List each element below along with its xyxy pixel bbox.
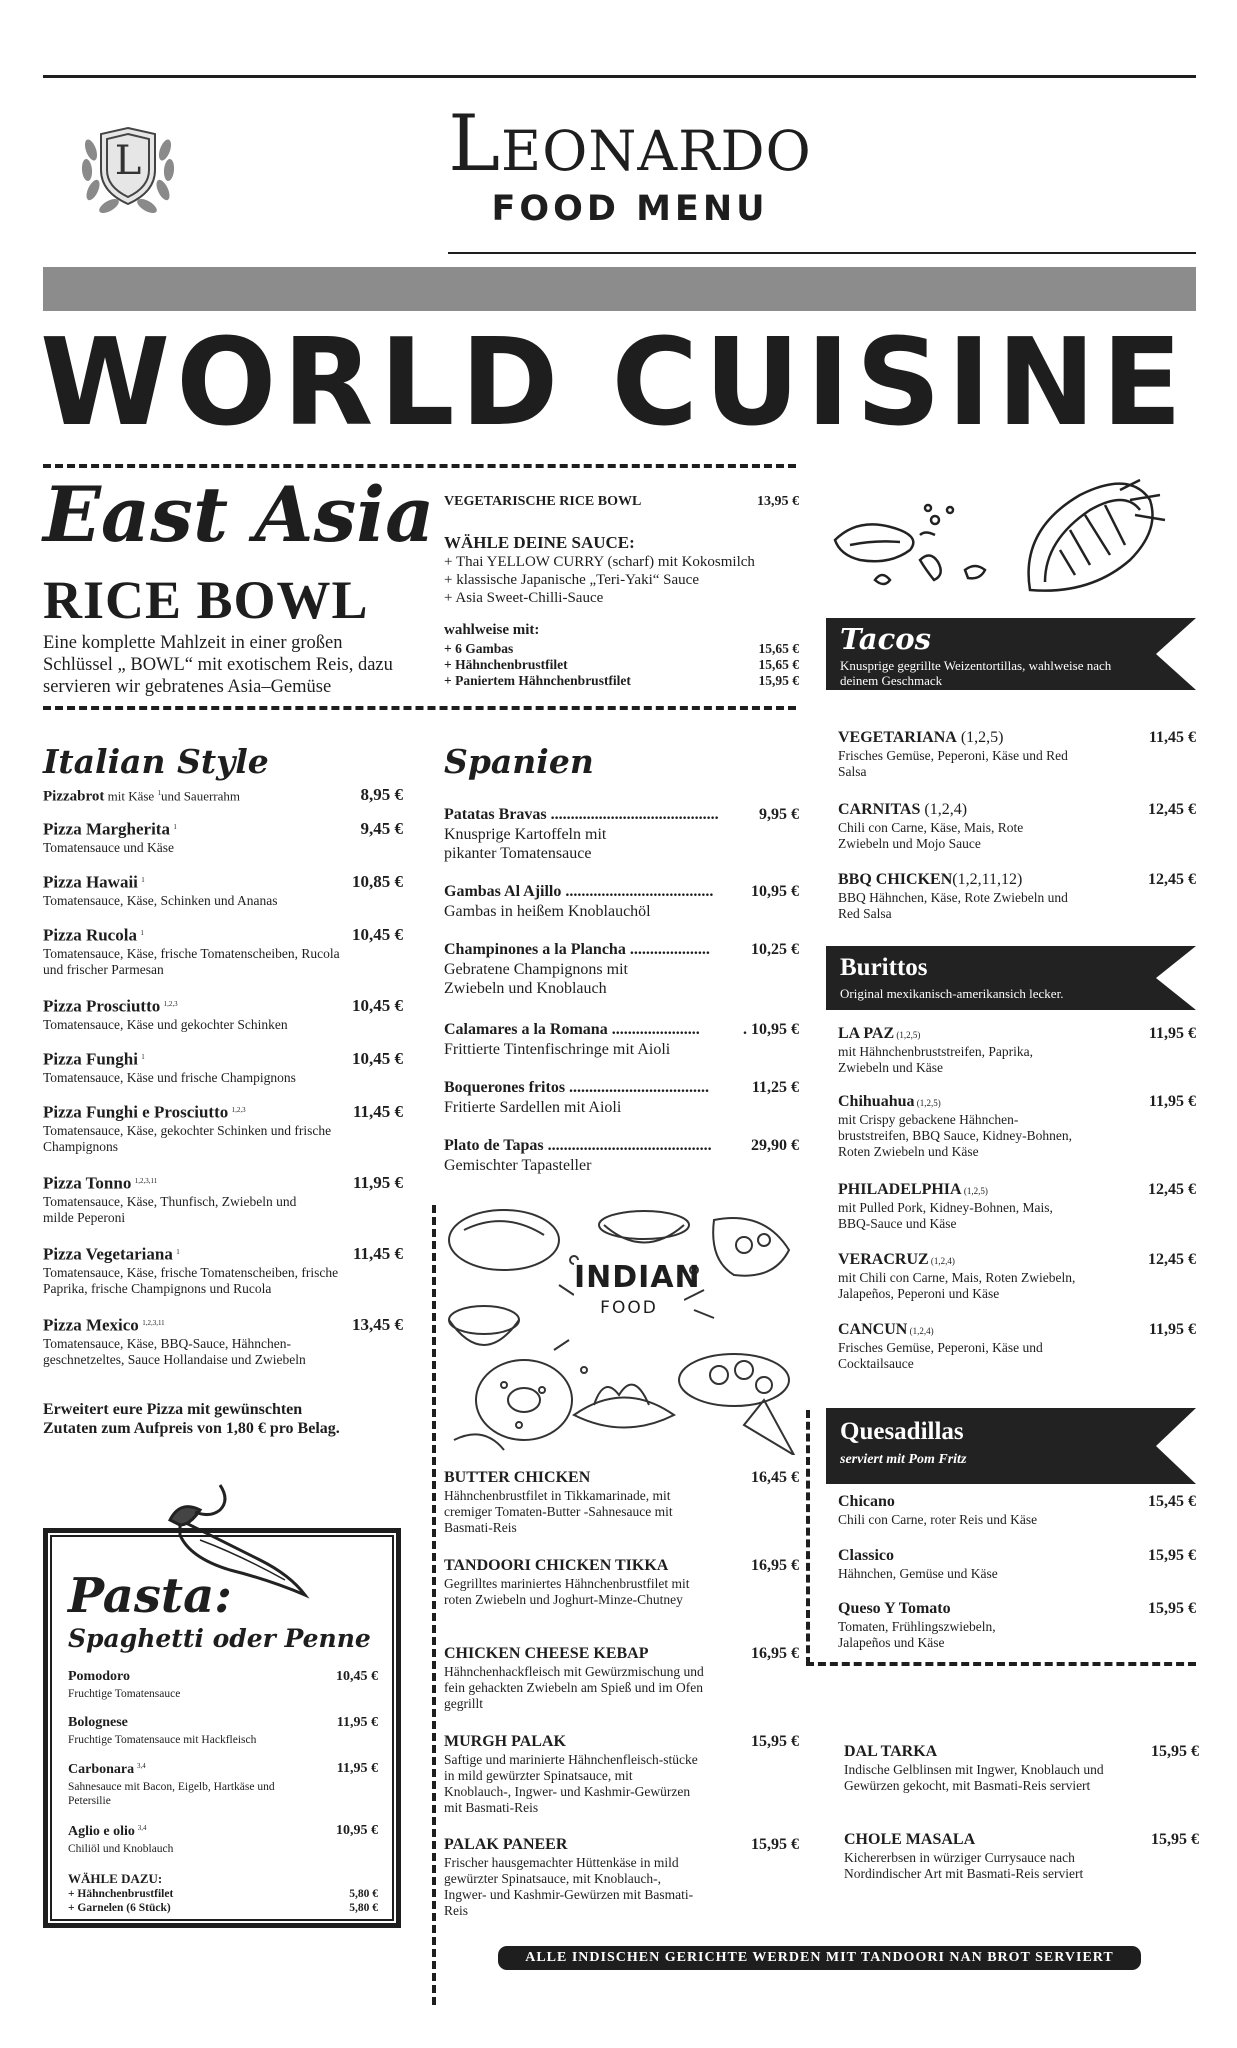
item-name-suffix: und Sauerrahm: [160, 788, 241, 804]
dot-leader: ......................: [607, 1021, 700, 1038]
item-name: Champinones a la Plancha: [444, 941, 626, 958]
extra-name: + Garnelen (6 Stück): [68, 1902, 171, 1914]
menu-item: [844, 1742, 1199, 1830]
item-price: 12,45 €: [1148, 1251, 1196, 1268]
east-asia-title: East Asia: [43, 470, 435, 559]
item-description: Hähnchenbrustfilet in Tikkamarinade, mit cremiger Tomaten-Butter -Sahnesauce mit Basmati-Reis: [444, 1488, 673, 1535]
item-price: 10,95 €: [751, 883, 799, 900]
allergen-codes: 1: [176, 1248, 180, 1256]
item-description: Fritierte Sardellen mit Aioli: [444, 1099, 622, 1116]
menu-item: [838, 1024, 1196, 1092]
item-name: Pizzabrot: [43, 788, 105, 805]
taco-illustration: [830, 470, 1180, 610]
item-price: 11,95 €: [336, 1761, 378, 1776]
sauce-option: + klassische Japanische „Teri-Yaki“ Sauce: [444, 572, 699, 588]
item-price: 15,95 €: [751, 1733, 799, 1750]
item-name: Pomodoro: [68, 1669, 130, 1684]
menu-item: [43, 1173, 403, 1244]
option-name: + Paniertem Hähnchenbrustfilet: [444, 673, 631, 688]
menu-item: [43, 1049, 403, 1102]
item-price: 11,95 €: [1148, 1321, 1196, 1338]
item-description: Tomatensauce, Käse, Thunfisch, Zwiebeln und milde Peperoni: [43, 1193, 297, 1225]
item-name: Aglio e olio: [68, 1823, 135, 1839]
veg-rice-bowl-name: VEGETARISCHE RICE BOWL: [444, 494, 642, 509]
item-price: 16,95 €: [751, 1645, 799, 1662]
item-name: Pizza Rucola: [43, 925, 137, 945]
allergen-codes: 1,2,3: [163, 1000, 178, 1008]
menu-item: [43, 1244, 403, 1315]
menu-item: [838, 1180, 1196, 1250]
quesadillas-banner: [826, 1408, 1196, 1484]
allergen-codes: 1: [157, 789, 161, 797]
item-price: 12,45 €: [1148, 871, 1196, 888]
menu-item: [444, 882, 799, 940]
allergen-codes: (1,2,5): [961, 1186, 988, 1196]
item-price: 16,45 €: [751, 1469, 799, 1486]
menu-item: [838, 1492, 1196, 1546]
item-description: Knusprige Kartoffeln mit pikanter Tomatensauce: [444, 826, 607, 862]
item-price: 11,95 €: [1148, 1093, 1196, 1110]
item-name: CANCUN: [838, 1321, 908, 1338]
item-price: 11,25 €: [751, 1079, 799, 1096]
pasta-subtitle: Spaghetti oder Penne: [68, 1624, 371, 1653]
option-row: [444, 657, 799, 673]
menu-item: [43, 785, 403, 819]
item-price: 9,45 €: [360, 819, 403, 838]
menu-item: [68, 1667, 378, 1713]
item-price: 16,95 €: [751, 1557, 799, 1574]
item-name: DAL TARKA: [844, 1743, 938, 1760]
divider: [43, 706, 796, 710]
item-description: Gambas in heißem Knoblauchöl: [444, 903, 651, 920]
sauce-option: + Asia Sweet-Chilli-Sauce: [444, 590, 604, 606]
indian-list: [444, 1468, 799, 1923]
menu-item: [444, 1078, 799, 1136]
brand-name: Leonardo: [448, 99, 812, 189]
indian-food-title: INDIAN: [574, 1260, 701, 1295]
item-name: Boquerones fritos: [444, 1079, 566, 1096]
item-description: Tomatensauce, Käse und gekochter Schinken: [43, 1016, 288, 1032]
dot-leader: ...................................: [565, 1079, 710, 1096]
item-description: Chiliöl und Knoblauch: [68, 1842, 174, 1855]
extra-name: + Hähnchenbrustfilet: [68, 1888, 174, 1900]
item-description: Sahnesauce mit Bacon, Eigelb, Hartkäse und Petersilie: [68, 1780, 275, 1807]
item-description: Tomatensauce, Käse, frische Tomatenscheiben, frische Paprika, frische Champignons und Rucola: [43, 1264, 339, 1296]
menu-item: [43, 996, 403, 1049]
item-name: Pizza Prosciutto: [43, 996, 161, 1016]
item-description: Frisches Gemüse, Peperoni, Käse und Red Salsa: [838, 748, 1068, 779]
item-price: 10,95 €: [336, 1823, 378, 1838]
rice-bowl-description: Eine komplette Mahlzeit in einer großen Schlüssel „ BOWL“ mit exotischem Reis, dazu servieren wir gebratenes Asia–Gemüse: [43, 633, 393, 697]
indian-food-subtitle: FOOD: [574, 1298, 684, 1318]
item-price: 11,45 €: [1148, 729, 1196, 746]
allergen-codes: (1,2,5): [914, 1098, 941, 1108]
spanien-list: [444, 805, 799, 1181]
allergen-codes: (1,2,11,12): [952, 871, 1023, 888]
allergen-codes: (1,2,4): [907, 1326, 934, 1336]
item-price: 10,45 €: [336, 1669, 378, 1684]
item-price: 13,45 €: [352, 1315, 403, 1334]
item-price: 11,95 €: [352, 1173, 403, 1192]
indian-right-list: [844, 1742, 1199, 1900]
item-price: 10,45 €: [352, 996, 403, 1015]
item-name: Calamares a la Romana: [444, 1021, 608, 1038]
extra-row: [68, 1901, 378, 1915]
item-description: Chili con Carne, Käse, Mais, Rote Zwiebeln und Mojo Sauce: [838, 820, 1024, 851]
item-name: BUTTER CHICKEN: [444, 1469, 591, 1486]
allergen-codes: 1,2,3: [231, 1106, 246, 1114]
allergen-codes: 3,4: [137, 1824, 147, 1832]
menu-item: [444, 1644, 799, 1732]
menu-item: [838, 1599, 1196, 1659]
item-price: 15,95 €: [751, 1836, 799, 1853]
item-name: Pizza Hawaii: [43, 872, 138, 892]
item-description: mit Hähnchenbruststreifen, Paprika, Zwiebeln und Käse: [838, 1044, 1033, 1075]
item-name: CARNITAS: [838, 801, 921, 818]
menu-item: [68, 1821, 378, 1871]
menu-item: [43, 819, 403, 872]
item-name: Pizza Funghi e Prosciutto: [43, 1102, 229, 1122]
menu-item: [68, 1713, 378, 1759]
pasta-extras-title: WÄHLE DAZU:: [68, 1871, 163, 1886]
menu-item: [444, 1136, 799, 1181]
item-description: Tomatensauce, Käse, BBQ-Sauce, Hähnchen-geschnetzeltes, Sauce Hollandaise und Zwiebeln: [43, 1335, 306, 1367]
menu-item: [43, 872, 403, 925]
item-price: . 10,95 €: [743, 1021, 799, 1038]
menu-item: [838, 728, 1196, 800]
item-description: Tomatensauce, Käse und frische Champignons: [43, 1069, 296, 1085]
pasta-title: Pasta:: [68, 1568, 232, 1624]
item-description: Indische Gelblinsen mit Ingwer, Knoblauch und Gewürzen gekocht, mit Basmati-Reis serviert: [844, 1762, 1104, 1793]
item-name: Chicano: [838, 1493, 895, 1510]
allergen-codes: (1,2,5): [894, 1030, 921, 1040]
item-price: 11,45 €: [352, 1102, 403, 1121]
item-name: BBQ CHICKEN: [838, 871, 953, 888]
menu-item: [43, 1315, 403, 1386]
veg-rice-bowl-row: [444, 494, 799, 510]
item-name: Queso Y Tomato: [838, 1600, 951, 1617]
menu-item: [844, 1830, 1199, 1900]
quesadillas-subtitle: serviert mit Pom Fritz: [840, 1452, 967, 1467]
allergen-codes: 1: [140, 929, 144, 937]
veg-rice-bowl-price: 13,95 €: [757, 494, 799, 509]
extra-row: [68, 1887, 378, 1901]
item-name: Patatas Bravas: [444, 806, 547, 823]
item-description: mit Pulled Pork, Kidney-Bohnen, Mais, BBQ-Sauce und Käse: [838, 1200, 1053, 1231]
menu-item: [444, 1556, 799, 1644]
item-description: Frittierte Tintenfischringe mit Aioli: [444, 1041, 671, 1058]
divider: [806, 1662, 1196, 1666]
allergen-codes: (1,2,5): [956, 729, 1004, 746]
menu-item: [444, 805, 799, 882]
extra-price: 5,80 €: [349, 1902, 378, 1914]
allergen-codes: 1: [173, 823, 177, 831]
item-description: Gemischter Tapasteller: [444, 1157, 592, 1174]
item-name: Pizza Funghi: [43, 1049, 138, 1069]
item-price: 15,95 €: [1151, 1831, 1199, 1848]
tacos-banner: [826, 618, 1196, 690]
rice-bowl-title: RICE BOWL: [43, 570, 369, 630]
item-name: CHOLE MASALA: [844, 1831, 976, 1848]
italian-list: [43, 785, 403, 1386]
menu-item: [838, 870, 1196, 930]
menu-item: [444, 1468, 799, 1556]
item-price: 8,95 €: [360, 785, 403, 804]
dot-leader: .....................................: [561, 883, 714, 900]
item-name: Bolognese: [68, 1715, 128, 1730]
item-description: Hähnchenhackfleisch mit Gewürzmischung und fein gehackten Zwiebeln am Spieß und im Ofen gegrillt: [444, 1664, 704, 1711]
brand-subtitle: FOOD MENU: [491, 189, 769, 229]
pasta-list: [68, 1667, 378, 1915]
burittos-subtitle: Original mexikanisch-amerikansich lecker.: [840, 986, 1064, 1001]
item-description: Chili con Carne, roter Reis und Käse: [838, 1512, 1038, 1527]
item-description: Hähnchen, Gemüse und Käse: [838, 1566, 998, 1581]
grey-band: [43, 267, 1196, 311]
spanien-title: Spanien: [444, 742, 594, 781]
item-name: Plato de Tapas: [444, 1137, 544, 1154]
menu-item: [444, 1732, 799, 1835]
italian-title: Italian Style: [43, 742, 269, 781]
option-price: 15,65 €: [758, 641, 799, 656]
item-name: VERACRUZ: [838, 1251, 929, 1268]
item-price: 11,45 €: [352, 1244, 403, 1263]
item-name-suffix: mit Käse: [104, 788, 158, 804]
item-description: Tomatensauce, Käse, gekochter Schinken und frische Champignons: [43, 1122, 332, 1154]
item-description: mit Crispy gebackene Hähnchen-bruststreifen, BBQ Sauce, Kidney-Bohnen, Roten Zwiebeln und Käse: [838, 1112, 1072, 1159]
crest-letter: L: [114, 138, 142, 184]
item-description: Tomatensauce, Käse, Schinken und Ananas: [43, 892, 278, 908]
item-name: CHICKEN CHEESE KEBAP: [444, 1645, 649, 1662]
option-name: + 6 Gambas: [444, 641, 514, 656]
item-description: Gegrilltes mariniertes Hähnchenbrustfilet mit roten Zwiebeln und Joghurt-Minze-Chutney: [444, 1576, 690, 1607]
sauce-title: WÄHLE DEINE SAUCE:: [444, 533, 635, 552]
tacos-title: Tacos: [840, 622, 931, 656]
menu-item: [838, 800, 1196, 870]
item-description: Fruchtige Tomatensauce mit Hackfleisch: [68, 1734, 257, 1746]
menu-item: [838, 1092, 1196, 1180]
sauce-block: [444, 533, 804, 607]
item-name: TANDOORI CHICKEN TIKKA: [444, 1557, 669, 1574]
menu-item: [43, 1102, 403, 1173]
item-price: 29,90 €: [751, 1137, 799, 1154]
item-price: 12,45 €: [1148, 801, 1196, 818]
dot-leader: ....................: [625, 941, 710, 958]
divider: [43, 464, 796, 468]
laurel-crest-icon: [75, 120, 181, 216]
item-price: 12,45 €: [1148, 1181, 1196, 1198]
item-price: 10,45 €: [352, 1049, 403, 1068]
menu-item: [444, 940, 799, 1020]
menu-item: [838, 1250, 1196, 1320]
quesadillas-list: [838, 1492, 1196, 1659]
item-price: 10,85 €: [352, 872, 403, 891]
burittos-list: [838, 1024, 1196, 1380]
item-price: 10,25 €: [751, 941, 799, 958]
allergen-codes: (1,2,4): [920, 801, 968, 818]
menu-item: [444, 1020, 799, 1078]
item-price: 15,95 €: [1151, 1743, 1199, 1760]
item-description: Fruchtige Tomatensauce: [68, 1688, 181, 1700]
headline: WORLD CUISINE: [40, 311, 1189, 453]
item-description: Tomatensauce und Käse: [43, 839, 175, 855]
allergen-codes: 1,2,3,11: [134, 1177, 158, 1185]
item-name: LA PAZ: [838, 1025, 895, 1042]
quesadillas-title: Quesadillas: [840, 1418, 964, 1445]
option-name: + Hähnchenbrustfilet: [444, 657, 568, 672]
allergen-codes: (1,2,4): [928, 1256, 955, 1266]
dot-leader: .........................................: [543, 1137, 712, 1154]
item-price: 15,95 €: [1148, 1547, 1196, 1564]
extra-price: 5,80 €: [349, 1888, 378, 1900]
menu-item: [444, 1835, 799, 1923]
menu-item: [838, 1320, 1196, 1380]
indian-footer-note: ALLE INDISCHEN GERICHTE WERDEN MIT TANDOORI NAN BROT SERVIERT: [498, 1946, 1141, 1970]
item-name: Pizza Vegetariana: [43, 1244, 173, 1264]
indian-food-illustration: [444, 1200, 799, 1455]
menu-item: [68, 1759, 378, 1821]
burittos-banner: [826, 946, 1196, 1010]
tacos-list: [838, 728, 1196, 930]
item-name: VEGETARIANA: [838, 729, 957, 746]
item-name: MURGH PALAK: [444, 1733, 566, 1750]
item-price: 10,45 €: [352, 925, 403, 944]
item-name: Carbonara: [68, 1761, 135, 1777]
item-price: 11,95 €: [336, 1715, 378, 1730]
item-name: Pizza Mexico: [43, 1315, 139, 1335]
item-description: Frisches Gemüse, Peperoni, Käse und Cocktailsauce: [838, 1340, 1043, 1371]
pizza-extras-note: Erweitert eure Pizza mit gewünschten Zutaten zum Aufpreis von 1,80 € pro Belag.: [43, 1401, 340, 1437]
allergen-codes: 3,4: [137, 1762, 146, 1770]
menu-item: [43, 925, 403, 996]
option-row: [444, 641, 799, 657]
item-description: Tomatensauce, Käse, frische Tomatenscheiben, Rucola und frischer Parmesan: [43, 945, 340, 977]
item-price: 15,95 €: [1148, 1600, 1196, 1617]
tacos-subtitle: Knusprige gegrillte Weizentortillas, wahlweise nach deinem Geschmack: [840, 658, 1112, 688]
menu-item: [838, 1546, 1196, 1599]
item-description: Kichererbsen in würziger Currysauce nach Nordindischer Art mit Basmati-Reis serviert: [844, 1850, 1084, 1881]
options-title: wahlweise mit:: [444, 622, 540, 638]
item-price: 15,45 €: [1148, 1493, 1196, 1510]
sauce-option: + Thai YELLOW CURRY (scharf) mit Kokosmilch: [444, 554, 755, 570]
item-description: Saftige und marinierte Hähnchenfleisch-stücke in mild gewürzter Spinatsauce, mit Knoblauch-, Ingwer- und Kashmir-Gewürzen mit Basmati-Reis: [444, 1752, 698, 1815]
header-rule: [448, 252, 1196, 254]
vertical-divider: [432, 1205, 436, 2005]
item-name: Classico: [838, 1547, 894, 1564]
option-row: [444, 673, 799, 689]
item-description: BBQ Hähnchen, Käse, Rote Zwiebeln und Red Salsa: [838, 890, 1068, 921]
allergen-codes: 1: [141, 1053, 145, 1061]
item-name: Pizza Margherita: [43, 819, 170, 839]
item-name: Gambas Al Ajillo: [444, 883, 562, 900]
dot-leader: ..........................................: [546, 806, 719, 823]
option-price: 15,65 €: [758, 657, 799, 672]
item-description: Frischer hausgemachter Hüttenkäse in mild gewürzter Spinatsauce, mit Knoblauch-, Ingwer- und Kashmir-Gewürzen mit Basmati-Reis: [444, 1855, 694, 1918]
top-rule: [43, 75, 1196, 78]
item-name: PHILADELPHIA: [838, 1181, 962, 1198]
item-description: Gebratene Champignons mit Zwiebeln und Knoblauch: [444, 961, 628, 997]
burittos-title: Burittos: [840, 954, 928, 981]
allergen-codes: 1,2,3,11: [142, 1319, 165, 1327]
item-description: mit Chili con Carne, Mais, Roten Zwiebeln, Jalapeños, Peperoni und Käse: [838, 1270, 1076, 1301]
item-name: Pizza Tonno: [43, 1173, 132, 1193]
item-price: 11,95 €: [1148, 1025, 1196, 1042]
item-price: 9,95 €: [759, 806, 799, 823]
item-description: Tomaten, Frühlingszwiebeln, Jalapeños und Käse: [838, 1619, 996, 1650]
allergen-codes: 1: [141, 876, 145, 884]
option-price: 15,95 €: [758, 673, 799, 688]
item-name: PALAK PANEER: [444, 1836, 568, 1853]
vertical-divider: [806, 1410, 810, 1665]
brand-block: [360, 99, 900, 229]
options-block: [444, 622, 799, 689]
item-name: Chihuahua: [838, 1093, 915, 1110]
